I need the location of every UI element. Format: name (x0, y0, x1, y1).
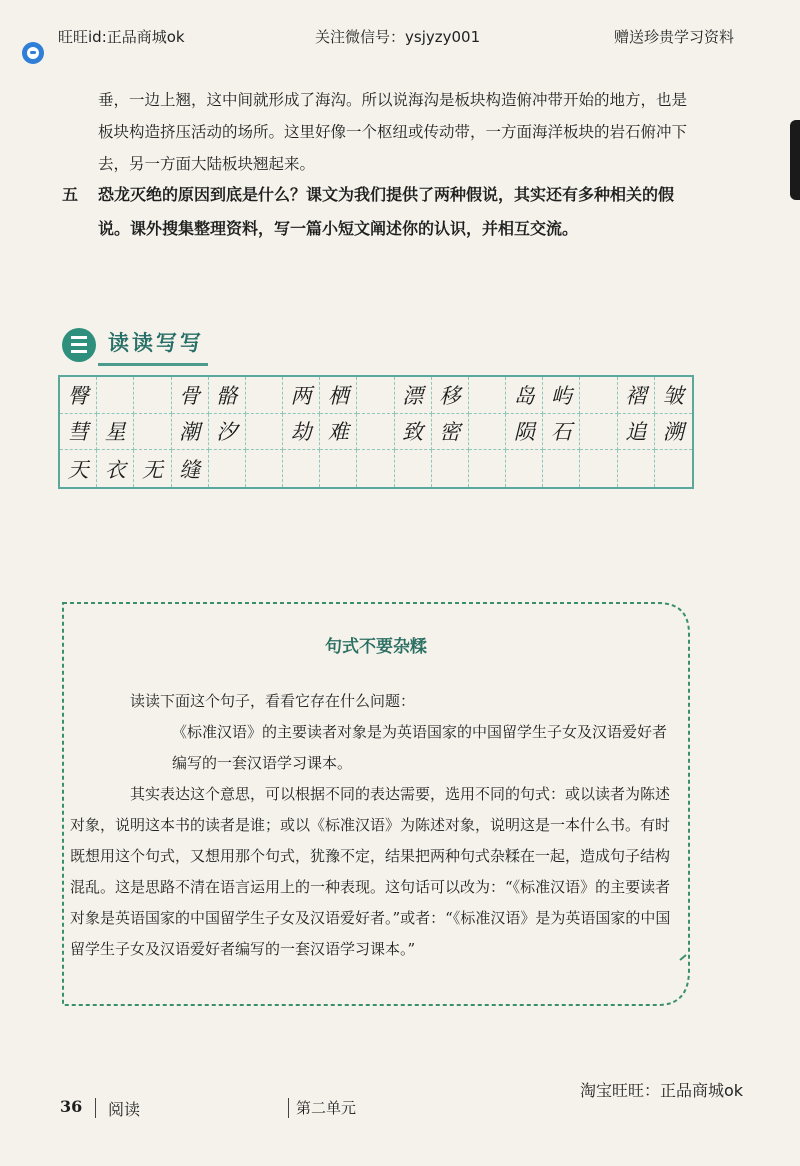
grid-cell: 骼 (209, 377, 246, 414)
section-title: 读读写写 (108, 330, 204, 355)
grid-cell (655, 450, 692, 487)
paragraph-top: 垂，一边上翘，这中间就形成了海沟。所以说海沟是板块构造俯冲带开始的地方，也是板块构造挤压活动的场所。这里好像一个枢纽或传动带，一方面海洋板块的岩石俯冲下去，另一方面大陆板块翘起来。 (98, 91, 688, 173)
grid-cell (469, 414, 506, 451)
page-number: 36 (60, 1097, 83, 1116)
grid-cell: 褶 (618, 377, 655, 414)
grid-cell (506, 450, 543, 487)
tip-paragraph-2: 《标准汉语》的主要读者对象是为英语国家的中国留学生子女及汉语爱好者编写的一套汉语学习课本。 (172, 723, 668, 772)
grid-cell: 皱 (655, 377, 692, 414)
grid-cell (543, 450, 580, 487)
grid-cell: 栖 (320, 377, 357, 414)
grid-cell: 屿 (543, 377, 580, 414)
grid-cell: 彗 (60, 414, 97, 451)
grid-cell: 劫 (283, 414, 320, 451)
grid-cell (432, 450, 469, 487)
grid-cell: 移 (432, 377, 469, 414)
tip-box-body (70, 686, 680, 965)
grid-cell: 岛 (506, 377, 543, 414)
tip-box (60, 600, 692, 1008)
tip-paragraph-1: 读读下面这个句子，看看它存在什么问题： (130, 692, 416, 710)
section-three-icon (62, 328, 96, 362)
grid-cell: 密 (432, 414, 469, 451)
question-5 (62, 178, 702, 246)
grid-cell: 两 (283, 377, 320, 414)
grid-cell (395, 450, 432, 487)
watermark-center: 关注微信号：ysjyzy001 (315, 28, 481, 46)
watermark-left: 旺旺id:正品商城ok (58, 28, 185, 46)
grid-cell (580, 450, 617, 487)
grid-cell: 衣 (97, 450, 134, 487)
watermark-bottom: 淘宝旺旺：正品商城ok (580, 1081, 744, 1100)
question-number: 五 (62, 185, 79, 204)
grid-cell: 陨 (506, 414, 543, 451)
footer-separator (95, 1098, 96, 1118)
grid-cell: 追 (618, 414, 655, 451)
grid-cell: 石 (543, 414, 580, 451)
grid-cell (246, 414, 283, 451)
grid-cell (283, 450, 320, 487)
grid-cell: 漂 (395, 377, 432, 414)
grid-cell (209, 450, 246, 487)
watermark-right: 赠送珍贵学习资料 (614, 28, 735, 46)
smiley-logo-icon (22, 42, 44, 64)
grid-cell (357, 450, 394, 487)
grid-cell: 汐 (209, 414, 246, 451)
grid-cell (580, 414, 617, 451)
grid-cell (469, 377, 506, 414)
grid-cell: 骨 (172, 377, 209, 414)
question-text: 恐龙灭绝的原因到底是什么？课文为我们提供了两种假说，其实还有多种相关的假说。课外搜集整理资料，写一篇小短文阐述你的认识，并相互交流。 (98, 185, 675, 238)
grid-cell (618, 450, 655, 487)
grid-cell (246, 450, 283, 487)
footer-left-label: 阅读 (108, 1100, 141, 1119)
grid-cell: 无 (134, 450, 171, 487)
grid-cell: 天 (60, 450, 97, 487)
tip-box-title: 句式不要杂糅 (325, 637, 427, 657)
grid-cell (134, 414, 171, 451)
vocabulary-grid (58, 375, 694, 489)
grid-cell (320, 450, 357, 487)
grid-cell: 难 (320, 414, 357, 451)
footer-separator-2 (288, 1098, 289, 1118)
grid-cell: 溯 (655, 414, 692, 451)
page-edge-shadow (790, 120, 800, 200)
section-underline (98, 363, 208, 366)
tip-paragraph-3: 其实表达这个意思，可以根据不同的表达需要，选用不同的句式：或以读者为陈述对象，说明这本书的读者是谁；或以《标准汉语》为陈述对象，说明这是一本什么书。有时既想用这个句式，又想用那个句式，犹豫不定，结果把两种句式杂糅在一起，造成句子结构混乱。这是思路不清在语言运用上的一种表现。这句话可以改为：“《标准汉语》的主要读者对象是英语国家的中国留学生子女及汉语爱好者。”或者：“《标准汉语》是为英语国家的中国留学生子女及汉语爱好者编写的一套汉语学习课本。” (70, 785, 671, 958)
grid-cell (357, 414, 394, 451)
grid-cell: 臀 (60, 377, 97, 414)
grid-cell (469, 450, 506, 487)
grid-cell: 缝 (172, 450, 209, 487)
grid-cell: 致 (395, 414, 432, 451)
grid-cell (246, 377, 283, 414)
grid-cell: 潮 (172, 414, 209, 451)
grid-cell (134, 377, 171, 414)
footer-right-label: 第二单元 (296, 1099, 357, 1117)
grid-cell: 星 (97, 414, 134, 451)
grid-cell (97, 377, 134, 414)
grid-cell (580, 377, 617, 414)
grid-cell (357, 377, 394, 414)
